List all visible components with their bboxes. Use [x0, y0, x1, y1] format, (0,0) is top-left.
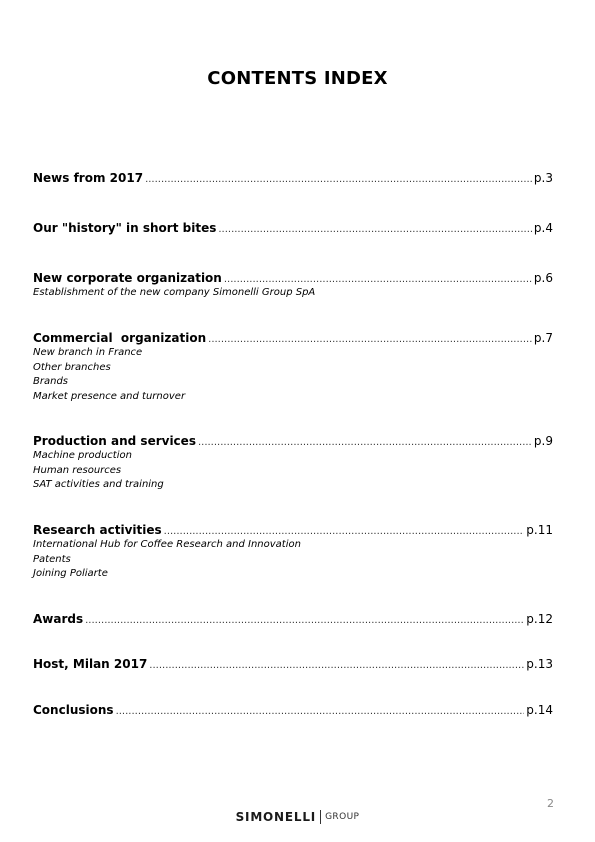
toc-entry-title: Conclusions [33, 703, 114, 717]
dot-leader [218, 224, 532, 236]
toc-subsection: Patents [33, 553, 71, 565]
toc-entry-title: Commercial organization [33, 331, 207, 345]
toc-line[interactable] [33, 330, 553, 346]
toc-page-number: p.11 [526, 523, 553, 537]
toc-subsection: Other branches [33, 361, 111, 373]
toc-subsection: SAT activities and training [33, 479, 164, 490]
toc-line[interactable] [33, 611, 553, 627]
toc-subsection: Human resources [33, 464, 122, 476]
toc-subsections [33, 286, 553, 301]
toc-page-number: p.9 [533, 434, 553, 448]
toc-entry-news[interactable] [33, 170, 553, 186]
toc-subsections [33, 538, 553, 582]
toc-entry-research-activities[interactable] [33, 522, 553, 582]
toc-subsection: Market presence and turnover [33, 390, 186, 402]
page-number: 2 [547, 797, 554, 810]
toc-subsections [33, 346, 553, 404]
toc-line[interactable] [33, 656, 553, 672]
toc-subsections [33, 449, 553, 493]
toc-line[interactable] [33, 270, 553, 286]
logo-wordmark: SIMONELLI [235, 810, 317, 824]
toc-subsection: International Hub for Coffee Research and Innovation [33, 539, 301, 550]
dot-leader [164, 526, 525, 538]
dot-leader [198, 437, 532, 449]
dot-leader [85, 615, 524, 627]
toc-subsection: Joining Poliarte [33, 568, 108, 579]
toc-subsection: New branch in France [33, 347, 143, 358]
toc-entry-awards[interactable] [33, 611, 553, 627]
dot-leader [145, 174, 532, 186]
dot-leader [149, 660, 524, 672]
logo-divider [320, 810, 321, 824]
toc-page-number: p.12 [526, 612, 553, 626]
page-title: CONTENTS INDEX [207, 68, 388, 89]
toc-subsection: Machine production [33, 450, 132, 461]
toc-page-number: p.7 [533, 331, 553, 345]
simonelli-group-logo [0, 810, 595, 824]
toc-line[interactable] [33, 220, 553, 236]
toc-page-number: p.3 [533, 171, 553, 185]
toc-entry-title: News from 2017 [33, 171, 144, 185]
dot-leader [116, 706, 525, 718]
toc-entry-production-services[interactable] [33, 433, 553, 493]
toc-page-number: p.13 [526, 657, 553, 671]
toc-entry-title: Host, Milan 2017 [33, 657, 148, 671]
toc-entry-conclusions[interactable] [33, 702, 553, 718]
toc-page-number: p.6 [533, 271, 553, 285]
toc-subsection: Establishment of the new company Simonelli Group SpA [33, 287, 316, 298]
toc-entry-title: Research activities [33, 523, 162, 537]
toc-entry-corporate-organization[interactable] [33, 270, 553, 301]
dot-leader [224, 274, 532, 286]
toc-line[interactable] [33, 522, 553, 538]
toc-entry-title: Awards [33, 612, 84, 626]
toc-entry-host-milan[interactable] [33, 656, 553, 672]
toc-subsection: Brands [33, 376, 68, 387]
toc-entry-history[interactable] [33, 220, 553, 236]
toc-entry-title: New corporate organization [33, 271, 222, 285]
toc-entry-title: Production and services [33, 434, 196, 448]
toc-line[interactable] [33, 170, 553, 186]
dot-leader [208, 334, 532, 346]
toc-entry-title: Our "history" in short bites [33, 221, 217, 235]
toc-line[interactable] [33, 702, 553, 718]
logo-subtitle: GROUP [325, 812, 360, 822]
toc-line[interactable] [33, 433, 553, 449]
toc-page-number: p.4 [533, 221, 553, 235]
toc-page-number: p.14 [526, 703, 553, 717]
toc-entry-commercial-organization[interactable] [33, 330, 553, 404]
